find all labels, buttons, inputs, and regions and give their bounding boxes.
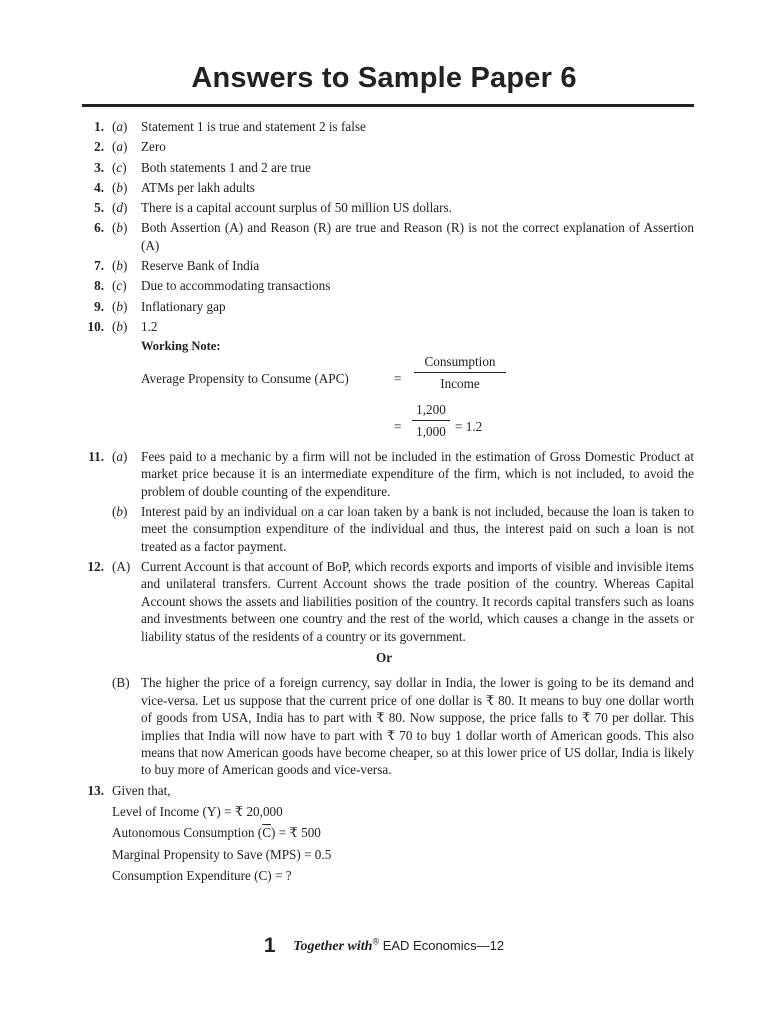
answer-text: There is a capital account surplus of 50 million US dollars. <box>141 200 452 216</box>
answer-text: Reserve Bank of India <box>141 258 260 274</box>
answer-item-11b <box>0 503 768 555</box>
answer-number: 4. <box>94 179 104 195</box>
answer-option: (a) <box>112 119 128 134</box>
answer-option: (B) <box>112 675 130 691</box>
given-income: Level of Income (Y) = ₹ 20,000 <box>112 804 283 820</box>
fraction-numerator: Consumption <box>414 353 506 373</box>
fraction-denominator: 1,000 <box>416 424 446 440</box>
answer-option: (b) <box>112 179 128 195</box>
answer-number: 8. <box>94 278 104 294</box>
answer-item-4 <box>0 179 768 196</box>
given-intro: Given that, <box>112 782 171 798</box>
given-mps: Marginal Propensity to Save (MPS) = 0.5 <box>112 846 332 862</box>
page-footer <box>0 934 768 958</box>
answer-text: Due to accommodating transactions <box>141 278 331 294</box>
answer-item-1 <box>0 118 768 135</box>
fraction-numerator: 1,200 <box>412 401 450 421</box>
working-note-label: Working Note: <box>141 339 221 354</box>
answer-option: (b) <box>112 298 128 314</box>
c-bar-symbol: $\overline{C}$ <box>262 825 271 841</box>
title-rule <box>82 104 694 107</box>
formula-result: = 1.2 <box>455 418 483 434</box>
answer-text: ATMs per lakh adults <box>141 179 255 195</box>
formula-equals: = <box>394 418 402 434</box>
answer-number: 12. <box>87 559 104 574</box>
answer-option: (a) <box>112 448 128 464</box>
answer-item-12b <box>0 674 768 778</box>
answer-number: 1. <box>94 119 104 134</box>
answer-text: Current Account is that account of BoP, which records exports and imports of visible and invisible items and unilateral transfers. Current Account shows the trade position of the country. Whereas Capital Account shows the assets and liabilities position of the country. It records capital transfers such as loans and investments between one country and the rest of the world, which causes a change in the assets or liability status of the residents of a country or its government. <box>141 559 694 644</box>
answer-text: Fees paid to a mechanic by a firm will not be included in the estimation of Gross Domestic Product at market price because it is an intermediate expenditure of the firm, which is not included, to avoid the problem of double counting of the expenditure. <box>141 448 694 499</box>
answer-option: (c) <box>112 278 127 294</box>
answer-number: 5. <box>94 200 104 216</box>
answer-number: 2. <box>94 139 104 155</box>
answer-item-8 <box>0 277 768 294</box>
answer-item-9 <box>0 298 768 315</box>
or-separator: Or <box>375 650 393 666</box>
answer-item-5 <box>0 199 768 216</box>
answer-number: 3. <box>94 159 104 175</box>
answer-item-6 <box>0 219 768 254</box>
answer-option: (a) <box>112 139 128 155</box>
answer-item-10 <box>0 318 768 335</box>
given-consumption: Consumption Expenditure (C) = ? <box>112 867 292 883</box>
answer-text: Interest paid by an individual on a car loan taken by a bank is not included, because the loan is taken to meet the consumption expenditure of the individual and thus, the interest paid on such a loan is not treated as a factor payment. <box>141 503 694 554</box>
answer-item-7 <box>0 257 768 274</box>
formula-lhs: Average Propensity to Consume (APC) <box>141 370 349 386</box>
answer-text: Statement 1 is true and statement 2 is false <box>141 119 366 134</box>
fraction-values <box>412 401 450 441</box>
answer-option: (b) <box>112 503 128 519</box>
answer-option: (d) <box>112 200 128 216</box>
answer-text: 1.2 <box>141 319 158 335</box>
answer-list <box>0 118 768 888</box>
page-number: 1 <box>263 934 276 957</box>
answer-number: 11. <box>88 448 104 464</box>
answer-number: 13. <box>87 782 104 798</box>
answer-text: Zero <box>141 139 166 155</box>
answer-text: Inflationary gap <box>141 298 226 314</box>
apc-formula <box>0 353 768 448</box>
answer-number: 10. <box>87 319 104 335</box>
page-title: Answers to Sample Paper 6 <box>191 62 577 94</box>
answer-number: 7. <box>94 258 104 274</box>
answer-option: (b) <box>112 319 128 335</box>
answer-text: Both statements 1 and 2 are true <box>141 159 311 175</box>
answer-option: (b) <box>112 258 128 274</box>
answer-item-3 <box>0 159 768 176</box>
answer-item-12a <box>0 558 768 645</box>
answer-number: 9. <box>94 298 104 314</box>
answer-text: The higher the price of a foreign currency, say dollar in India, the lower is going to be its demand and vice-versa. Let us suppose that the current price of one dollar is ₹ 80. It means to buy one dollar worth of goods from USA, India has to part with ₹ 80. Now suppose, the price falls to ₹ 70 per dollar. This implies that India will now have to part with ₹ 70 to buy 1 dollar worth of American goods. This also means that now American goods have become cheaper, so at this lower price of US dollar, India is likely to buy more of American goods and vice-versa. <box>141 675 694 778</box>
answer-option: (b) <box>112 220 128 236</box>
answer-option: (A) <box>112 559 131 574</box>
answer-item-2 <box>0 138 768 155</box>
answer-number: 6. <box>94 220 104 236</box>
given-autonomous-consumption: Autonomous Consumption $(\overline{C})$ = ₹ 500 <box>112 825 321 841</box>
answer-item-13 <box>0 782 768 799</box>
fraction-denominator: Income <box>440 376 480 392</box>
fraction-consumption-income <box>414 353 506 393</box>
answer-item-11a <box>0 448 768 500</box>
brand-logo-text: Together with <box>293 939 373 954</box>
formula-equals: = <box>394 370 402 386</box>
answer-option: (c) <box>112 159 127 175</box>
answer-text: Both Assertion (A) and Reason (R) are true and Reason (R) is not the correct explanation of Assertion (A) <box>141 220 694 253</box>
book-title: EAD Economics—12 <box>382 938 505 953</box>
registered-mark: ® <box>372 936 380 947</box>
